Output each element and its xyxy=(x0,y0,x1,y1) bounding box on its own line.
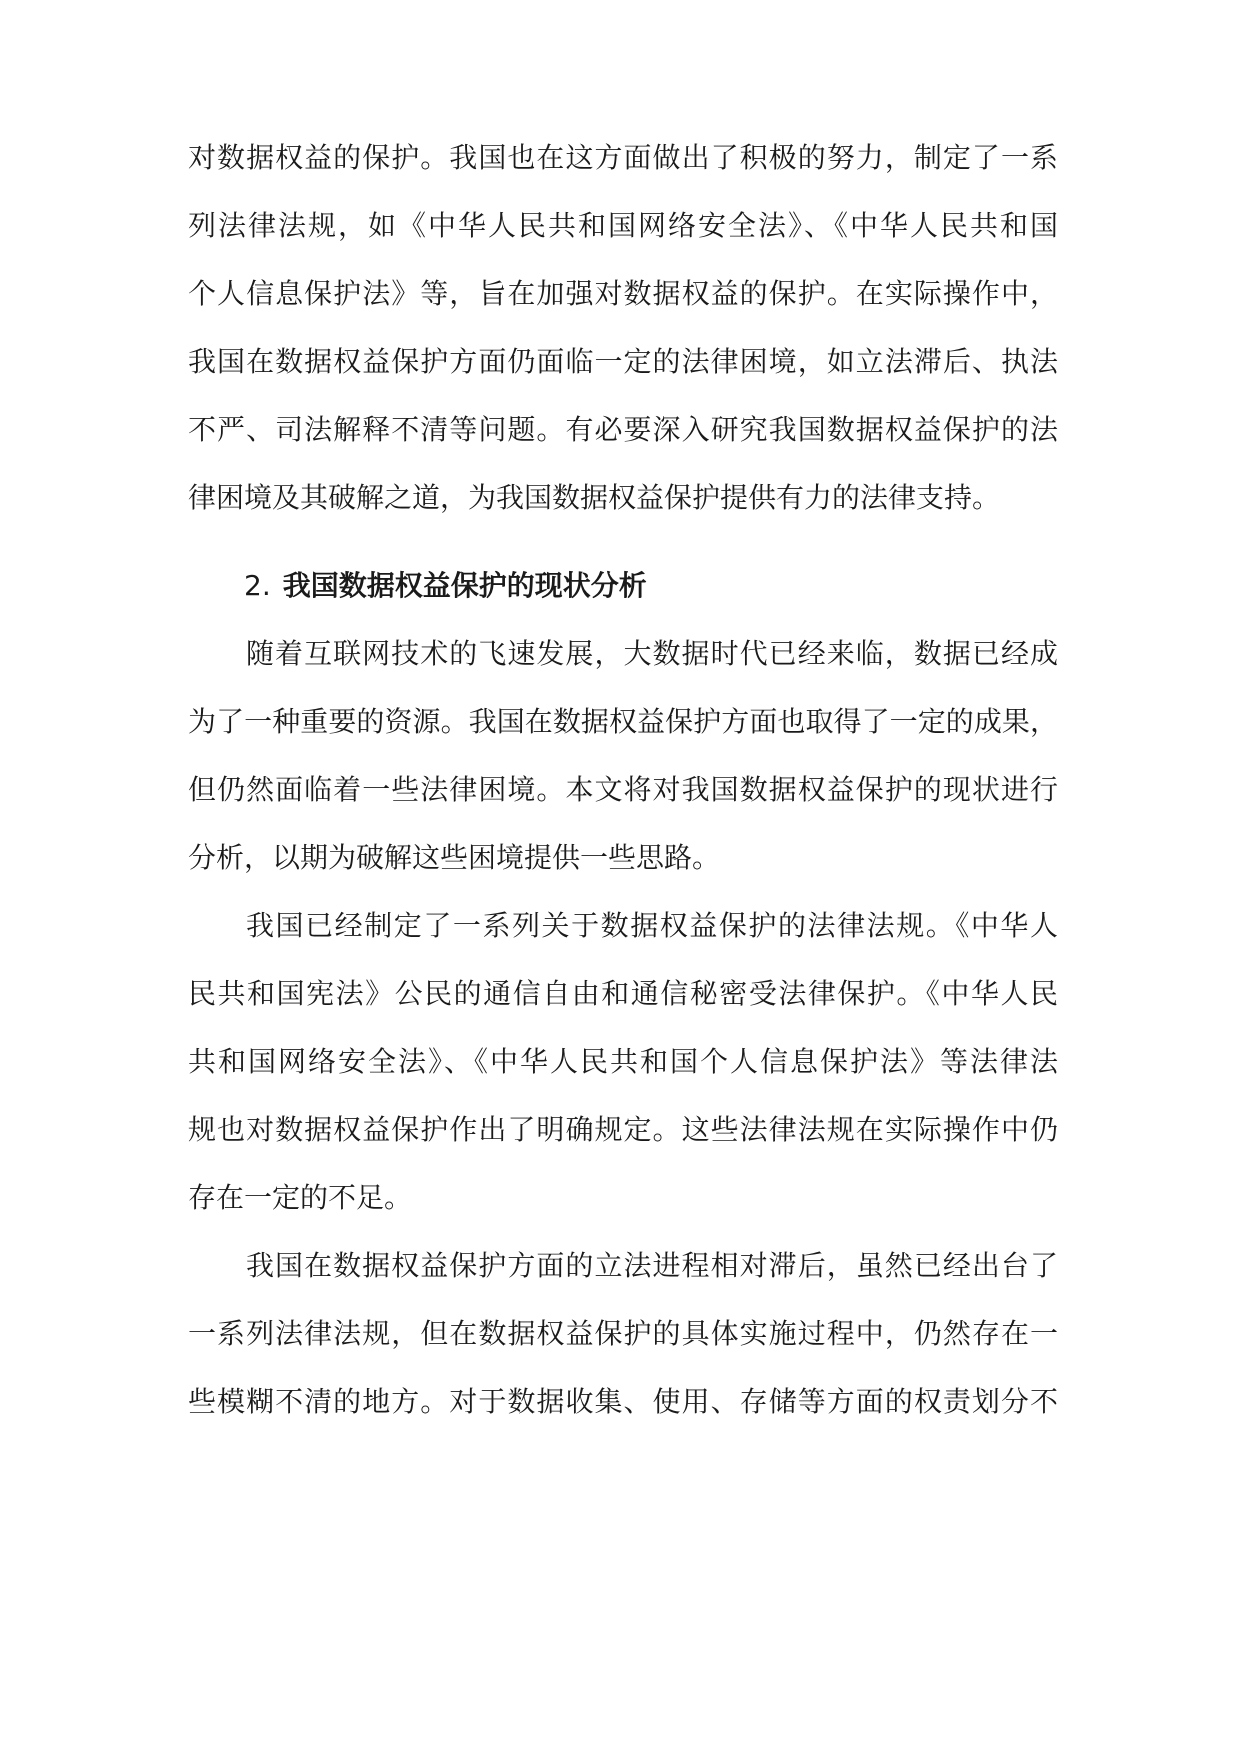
p2-line-5: 存在一定的不足。 xyxy=(188,1181,413,1214)
section-title: 我国数据权益保护的现状分析 xyxy=(282,569,647,602)
p3-line-1: 我国在数据权益保护方面的立法进程相对滞后，虽然已经出台了 xyxy=(246,1249,1058,1282)
p1-line-3: 但仍然面临着一些法律困境。本文将对我国数据权益保护的现状进行 xyxy=(188,773,1058,806)
p2-line-4: 规也对数据权益保护作出了明确规定。这些法律法规在实际操作中仍 xyxy=(188,1113,1058,1146)
intro-line-1: 对数据权益的保护。我国也在这方面做出了积极的努力，制定了一系 xyxy=(188,141,1058,174)
intro-line-6: 律困境及其破解之道，为我国数据权益保护提供有力的法律支持。 xyxy=(188,481,1001,514)
section-number: 2. xyxy=(244,569,271,602)
p1-line-4: 分析，以期为破解这些困境提供一些思路。 xyxy=(188,841,721,874)
intro-line-4: 我国在数据权益保护方面仍面临一定的法律困境，如立法滞后、执法 xyxy=(188,345,1058,378)
intro-line-2: 列法律法规，如《中华人民共和国网络安全法》、《中华人民共和国 xyxy=(188,209,1058,242)
intro-line-5: 不严、司法解释不清等问题。有必要深入研究我国数据权益保护的法 xyxy=(188,413,1058,446)
p1-line-1: 随着互联网技术的飞速发展，大数据时代已经来临，数据已经成 xyxy=(246,637,1058,670)
p2-line-3: 共和国网络安全法》、《中华人民共和国个人信息保护法》等法律法 xyxy=(188,1045,1058,1078)
section-heading xyxy=(244,566,647,606)
p2-line-2: 民共和国宪法》公民的通信自由和通信秘密受法律保护。《中华人民 xyxy=(188,977,1058,1010)
intro-line-3: 个人信息保护法》等，旨在加强对数据权益的保护。在实际操作中， xyxy=(188,277,1058,310)
p1-line-2: 为了一种重要的资源。我国在数据权益保护方面也取得了一定的成果， xyxy=(188,705,1058,738)
p3-line-2: 一系列法律法规，但在数据权益保护的具体实施过程中，仍然存在一 xyxy=(188,1317,1058,1350)
p2-line-1: 我国已经制定了一系列关于数据权益保护的法律法规。《中华人 xyxy=(246,909,1058,942)
p3-line-3: 些模糊不清的地方。对于数据收集、使用、存储等方面的权责划分不 xyxy=(188,1385,1058,1418)
